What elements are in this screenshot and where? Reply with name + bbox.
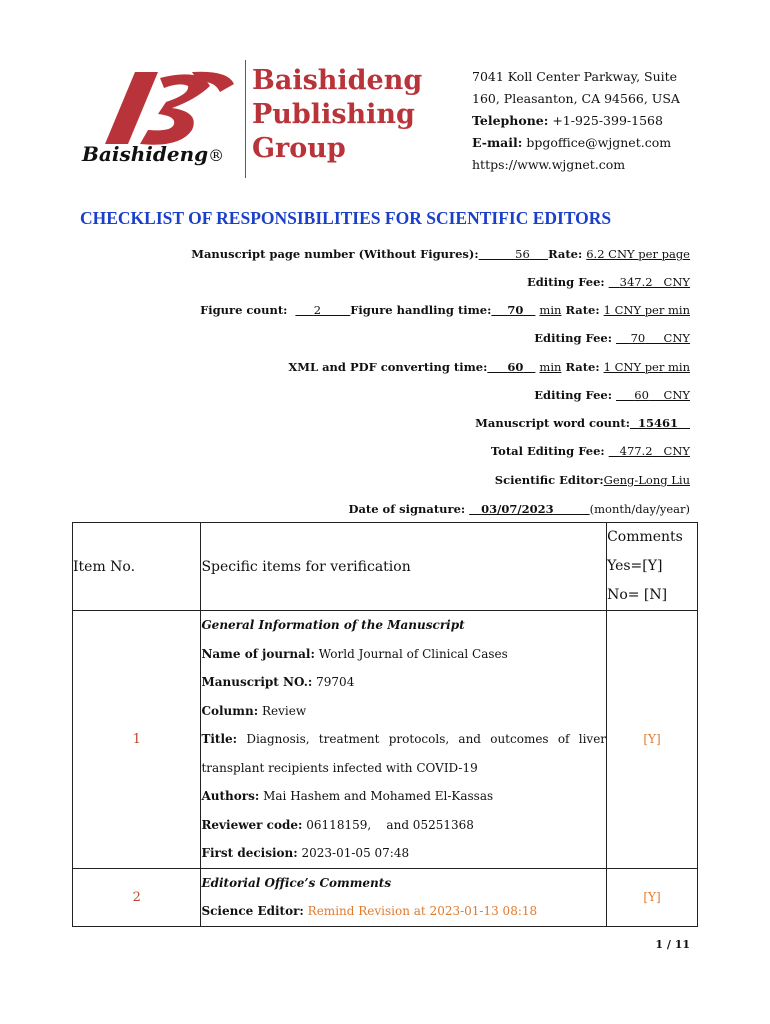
title-line-2: transplant recipients infected with COVID-19 <box>201 760 478 775</box>
figure-editing-fee-line: Editing Fee: 70 CNY <box>534 331 690 345</box>
reviewer-code-line: Reviewer code: 06118159, and 05251368 <box>201 817 474 832</box>
scientific-editor-line: Scientific Editor:Geng-Long Liu <box>494 473 690 487</box>
xml-editing-fee-line: Editing Fee: 60 CNY <box>534 388 690 402</box>
comments-header: Comments Yes=[Y] No= [N] <box>607 523 698 611</box>
header-divider <box>245 60 246 178</box>
address-line-1: 7041 Koll Center Parkway, Suite <box>472 69 678 84</box>
page-editing-fee-line: Editing Fee: 347.2 CNY <box>526 275 690 289</box>
figure-line: Figure count: 2 Figure handling time: 70 min Rate: 1 CNY per min <box>200 303 690 317</box>
telephone-line: Telephone: +1-925-399-1568 <box>472 113 663 128</box>
date-signature-line: Date of signature: 03/07/2023 (month/day/year) <box>348 502 690 516</box>
table-row <box>73 611 698 869</box>
table-header-row <box>73 523 698 611</box>
manuscript-no-line: Manuscript NO.: 79704 <box>201 675 355 689</box>
authors-line: Authors: Mai Hashem and Mohamed El-Kassas <box>201 789 494 803</box>
publisher-name: Baishideng Publishing Group <box>252 65 423 164</box>
row-2-details <box>201 868 607 926</box>
section-title: General Information of the Manuscript <box>201 618 465 632</box>
page-number-line: Manuscript page number (Without Figures): 56 Rate: 6.2 CNY per page <box>191 247 690 261</box>
item-no-header: Item No. <box>73 523 201 611</box>
brand-wordmark: Baishideng® <box>82 142 225 166</box>
bs-logo-icon <box>100 68 240 148</box>
address-line-2: 160, Pleasanton, CA 94566, USA <box>472 91 680 106</box>
row-1-details <box>201 611 607 869</box>
section-title: Editorial Office’s Comments <box>201 875 392 890</box>
item-number: 1 <box>73 611 201 869</box>
row-2-answer: [Y] <box>607 868 698 926</box>
xml-line: XML and PDF converting time: 60 min Rate: 1 CNY per min <box>288 360 690 374</box>
checklist-table <box>72 522 698 927</box>
specific-items-header: Specific items for verification <box>201 523 607 611</box>
email-line: E-mail: bpgoffice@wjgnet.com <box>472 135 672 150</box>
page-title: CHECKLIST OF RESPONSIBILITIES FOR SCIENTIFIC EDITORS <box>80 208 612 228</box>
title-line: Title: Diagnosis, treatment protocols, and outcomes of liver <box>201 732 607 746</box>
row-1-answer: [Y] <box>607 611 698 869</box>
science-editor-line: Science Editor: Remind Revision at 2023-01-13 08:18 <box>201 904 538 918</box>
baishideng-logo <box>80 68 245 180</box>
page-number: 1 / 11 <box>655 938 690 951</box>
first-decision-line: First decision: 2023-01-05 07:48 <box>201 846 410 860</box>
total-fee-line: Total Editing Fee: 477.2 CNY <box>490 444 690 458</box>
journal-line: Name of journal: World Journal of Clinical Cases <box>201 646 508 661</box>
website-line: https://www.wjgnet.com <box>472 157 626 172</box>
column-line: Column: Review <box>201 703 307 718</box>
item-number: 2 <box>73 868 201 926</box>
word-count-line: Manuscript word count: 15461 <box>475 416 678 430</box>
table-row <box>73 868 698 926</box>
contact-block <box>472 66 680 176</box>
